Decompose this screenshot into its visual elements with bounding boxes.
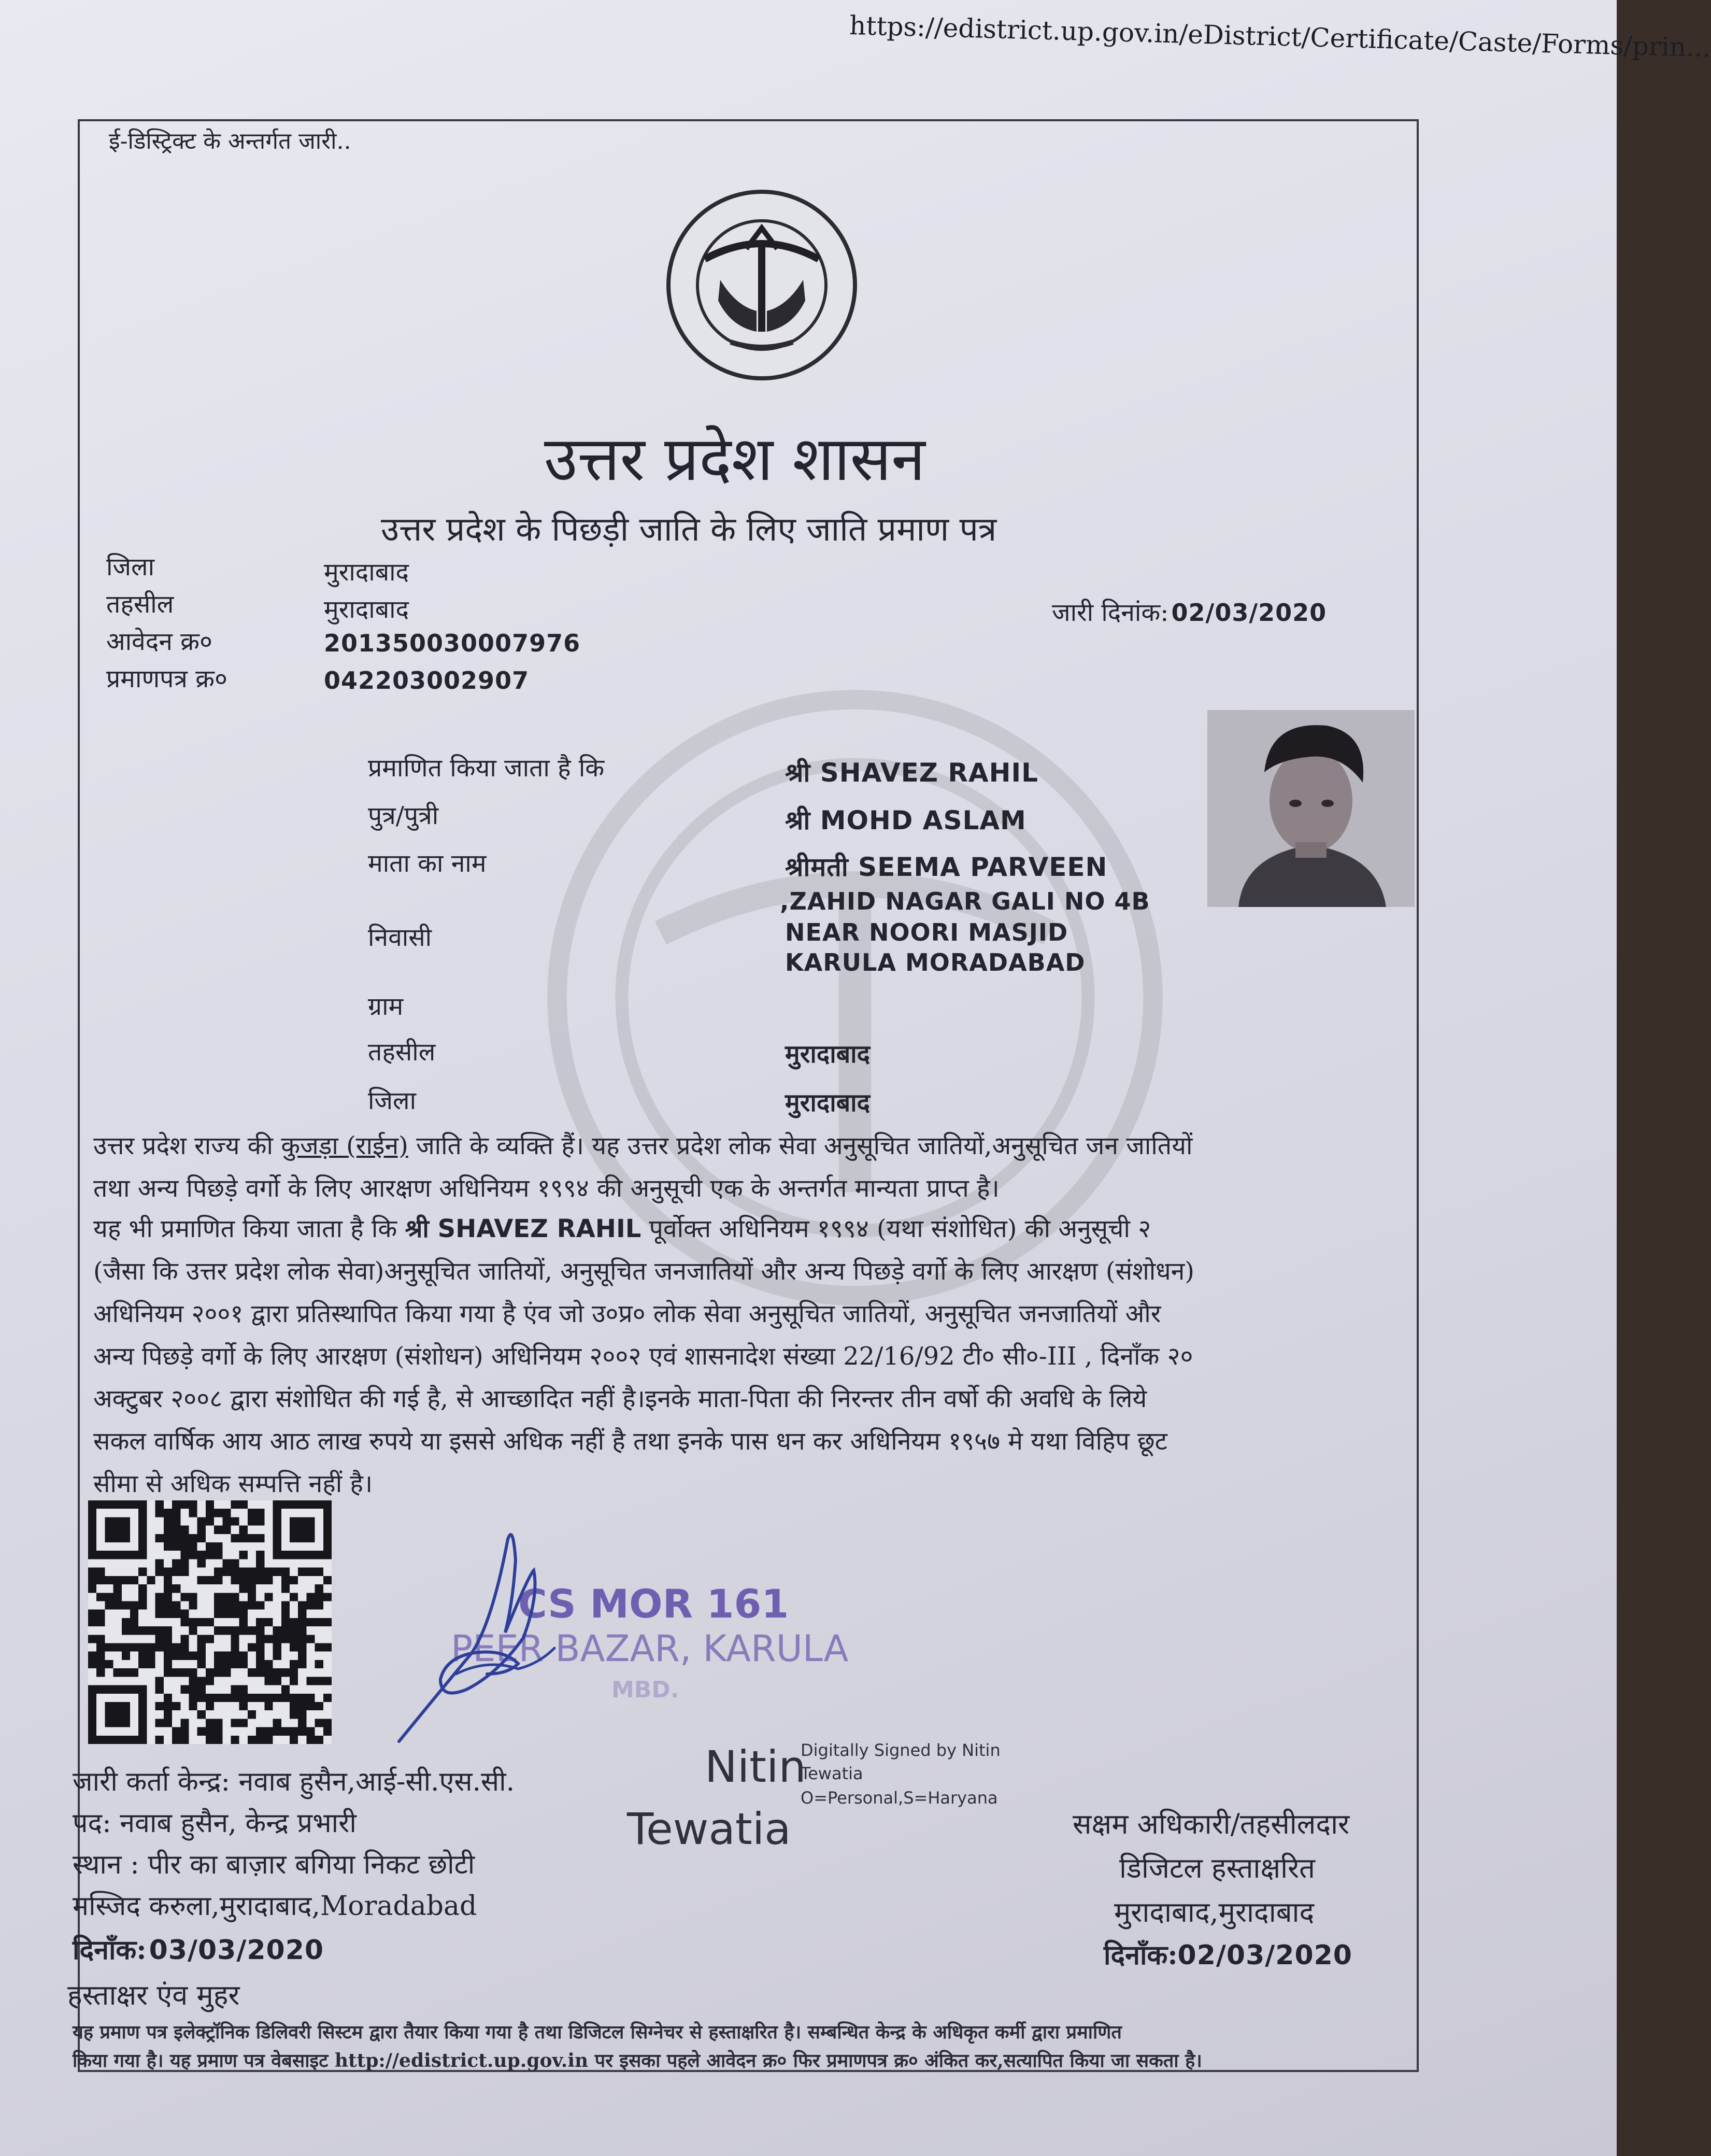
- address-line-2: NEAR NOORI MASJID: [785, 918, 1068, 946]
- issue-date-label: जारी दिनांक:: [1052, 598, 1169, 627]
- officer-title: सक्षम अधिकारी/तहसीलदार: [1073, 1808, 1350, 1840]
- income-paragraph-line-5: अक्टुबर २००८ द्वारा संशोधित की गई है, से आच्छादित नहीं है।इनके माता-पिता की निरन्तर तीन वर्षो की अवधि के लिये: [93, 1384, 1147, 1413]
- income-paragraph-line-1: [93, 1208, 1420, 1250]
- income-paragraph-line-6: सकल वार्षिक आय आठ लाख रुपये या इससे अधिक नहीं है तथा इनके पास धन कर अधिनियम १९५७ मे यथा विहिप छूट: [93, 1427, 1167, 1456]
- application-number: 201350030007976: [324, 629, 581, 657]
- issue-date-value: 02/03/2020: [1171, 599, 1327, 627]
- certificate-number-label: प्रमाणपत्र क्र०: [106, 664, 227, 693]
- issue-date: [1052, 595, 1327, 629]
- income-paragraph-line-3: अधिनियम २००१ द्वारा प्रतिस्थापित किया गया है एंव जो उ०प्र० लोक सेवा अनुसूचित जातियों, अनुसूचित जनजातियों और: [93, 1299, 1161, 1328]
- issuer-date-value: 03/03/2020: [149, 1935, 324, 1966]
- qr-code[interactable]: [88, 1498, 332, 1747]
- caste-paragraph: [93, 1125, 1420, 1210]
- stamp-line-2: PEER BAZAR, KARULA: [451, 1627, 849, 1670]
- issuer-date-label: दिनाँक:: [73, 1934, 147, 1966]
- caste-paragraph-line-1: [93, 1125, 1420, 1167]
- stamp-line-1: CS MOR 161: [518, 1581, 789, 1627]
- handwritten-signature: [383, 1519, 601, 1752]
- officer-date-label: दिनाँक:: [1104, 1939, 1178, 1971]
- up-government-seal: [658, 187, 865, 384]
- relation-label: पुत्र/पुत्री: [368, 801, 439, 830]
- print-url: https://edistrict.up.gov.in/eDistrict/Certificate/Caste/Forms/prin...: [849, 10, 1711, 63]
- officer-digital-signed: डिजिटल हस्ताक्षरित: [1119, 1852, 1315, 1884]
- income-paragraph: [93, 1208, 1420, 1505]
- resident-label: निवासी: [368, 923, 432, 952]
- person-district-value: मुरादाबाद: [785, 1088, 871, 1117]
- mother-name: श्रीमती SEEMA PARVEEN: [785, 852, 1108, 882]
- income-paragraph-line-4: अन्य पिछड़े वर्गो के लिए आरक्षण (संशोधन) अधिनियम २००२ एवं शासनादेश संख्या 22/16/92 टी० सी०-III , दिनाँक २०: [93, 1342, 1193, 1371]
- application-label: आवेदन क्र०: [106, 627, 212, 656]
- issuer-place-line-1: स्थान : पीर का बाज़ार बगिया निकट छोटी: [73, 1849, 475, 1880]
- certificate-number: 042203002907: [324, 666, 530, 694]
- tehsil-label: तहसील: [106, 590, 174, 619]
- digital-signature-line-2: Tewatia: [801, 1764, 863, 1783]
- caste-text-before: उत्तर प्रदेश राज्य की: [93, 1131, 281, 1160]
- tehsil-value: मुरादाबाद: [324, 595, 409, 624]
- holder-name: श्री SHAVEZ RAHIL: [785, 758, 1038, 788]
- income-paragraph-line-2: (जैसा कि उत्तर प्रदेश लोक सेवा)अनुसूचित जातियों, अनुसूचित जनजातियों और अन्य पिछड़े वर्गो के लिए आरक्षण (संशोधन): [93, 1257, 1195, 1286]
- income-text-before: यह भी प्रमाणित किया जाता है कि: [93, 1214, 405, 1243]
- digital-signer-first-name: Nitin: [705, 1741, 806, 1792]
- stamp-line-3: MBD.: [611, 1677, 679, 1703]
- issuer-place-line-2: मस्जिद करुला,मुरादाबाद,Moradabad: [73, 1891, 477, 1922]
- person-tehsil-value: मुरादाबाद: [785, 1040, 871, 1069]
- caste-paragraph-line-2: तथा अन्य पिछड़े वर्गो के लिए आरक्षण अधिनियम १९९४ की अनुसूची एक के अन्तर्गत मान्यता प्राप्त है।: [93, 1174, 1000, 1203]
- person-tehsil-label: तहसील: [368, 1038, 436, 1067]
- digital-signer-last-name: Tewatia: [627, 1804, 791, 1854]
- village-label: ग्राम: [368, 992, 404, 1021]
- issuer-date: [73, 1931, 324, 1967]
- officer-date-value: 02/03/2020: [1177, 1940, 1352, 1971]
- person-district-label: जिला: [368, 1086, 417, 1115]
- certificate-title: उत्तर प्रदेश शासन: [544, 423, 925, 494]
- digital-signature-line-1: Digitally Signed by Nitin: [801, 1740, 1001, 1760]
- certified-label: प्रमाणित किया जाता है कि: [368, 754, 605, 783]
- income-paragraph-line-7: सीमा से अधिक सम्पत्ति नहीं है।: [93, 1469, 373, 1498]
- officer-date: [1104, 1936, 1352, 1973]
- digital-signature-line-3: O=Personal,S=Haryana: [801, 1788, 998, 1808]
- footer-note-line-1: यह प्रमाण पत्र इलेक्ट्रॉनिक डिलिवरी सिस्टम द्वारा तैयार किया गया है तथा डिजिटल सिग्नेचर से हस्ताक्षरित है। सम्बन्धित केन्द्र के अधिकृत कर्मी द्वारा प्रमाणित: [73, 2021, 1122, 2043]
- certificate-subtitle: उत्तर प्रदेश के पिछड़ी जाति के लिए जाति प्रमाण पत्र: [381, 510, 997, 549]
- district-value: मुरादाबाद: [324, 558, 409, 587]
- caste-text-after: जाति के व्यक्ति हैं। यह उत्तर प्रदेश लोक सेवा अनुसूचित जातियों,अनुसूचित जन जातियों: [408, 1131, 1193, 1160]
- issuing-center: जारी कर्ता केन्द्र: नवाब हुसैन,आई-सी.एस.सी.: [73, 1766, 515, 1797]
- income-text-after: पूर्वोक्त अधिनियम १९९४ (यथा संशोधित) की अनुसूची २: [641, 1214, 1151, 1243]
- holder-photo: [1207, 710, 1415, 907]
- mother-label: माता का नाम: [368, 849, 487, 878]
- person-photo-icon: [1207, 710, 1415, 907]
- issuer-post: पद: नवाब हुसैन, केन्द्र प्रभारी: [73, 1808, 357, 1839]
- income-holder-name: श्री SHAVEZ RAHIL: [405, 1214, 641, 1243]
- officer-place: मुरादाबाद,मुरादाबाद: [1114, 1896, 1315, 1928]
- district-label: जिला: [106, 552, 155, 581]
- issued-under-text: ई-डिस्ट्रिक्ट के अन्तर्गत जारी..: [109, 128, 351, 154]
- father-name: श्री MOHD ASLAM: [785, 805, 1026, 835]
- signature-and-seal-label: हस्ताक्षर एंव मुहर: [67, 1979, 240, 2011]
- footer-note-line-2: किया गया है। यह प्रमाण पत्र वेबसाइट http://edistrict.up.gov.in पर इसका पहले आवेदन क्र० फिर प्रमाणपत्र क्र० अंकित कर,सत्यापित किया जा सकता है।: [73, 2050, 1202, 2072]
- caste-name: कुजड़ा (राईन): [281, 1131, 408, 1160]
- address-line-1: ,ZAHID NAGAR GALI NO 4B: [780, 887, 1150, 915]
- address-line-3: KARULA MORADABAD: [785, 948, 1086, 976]
